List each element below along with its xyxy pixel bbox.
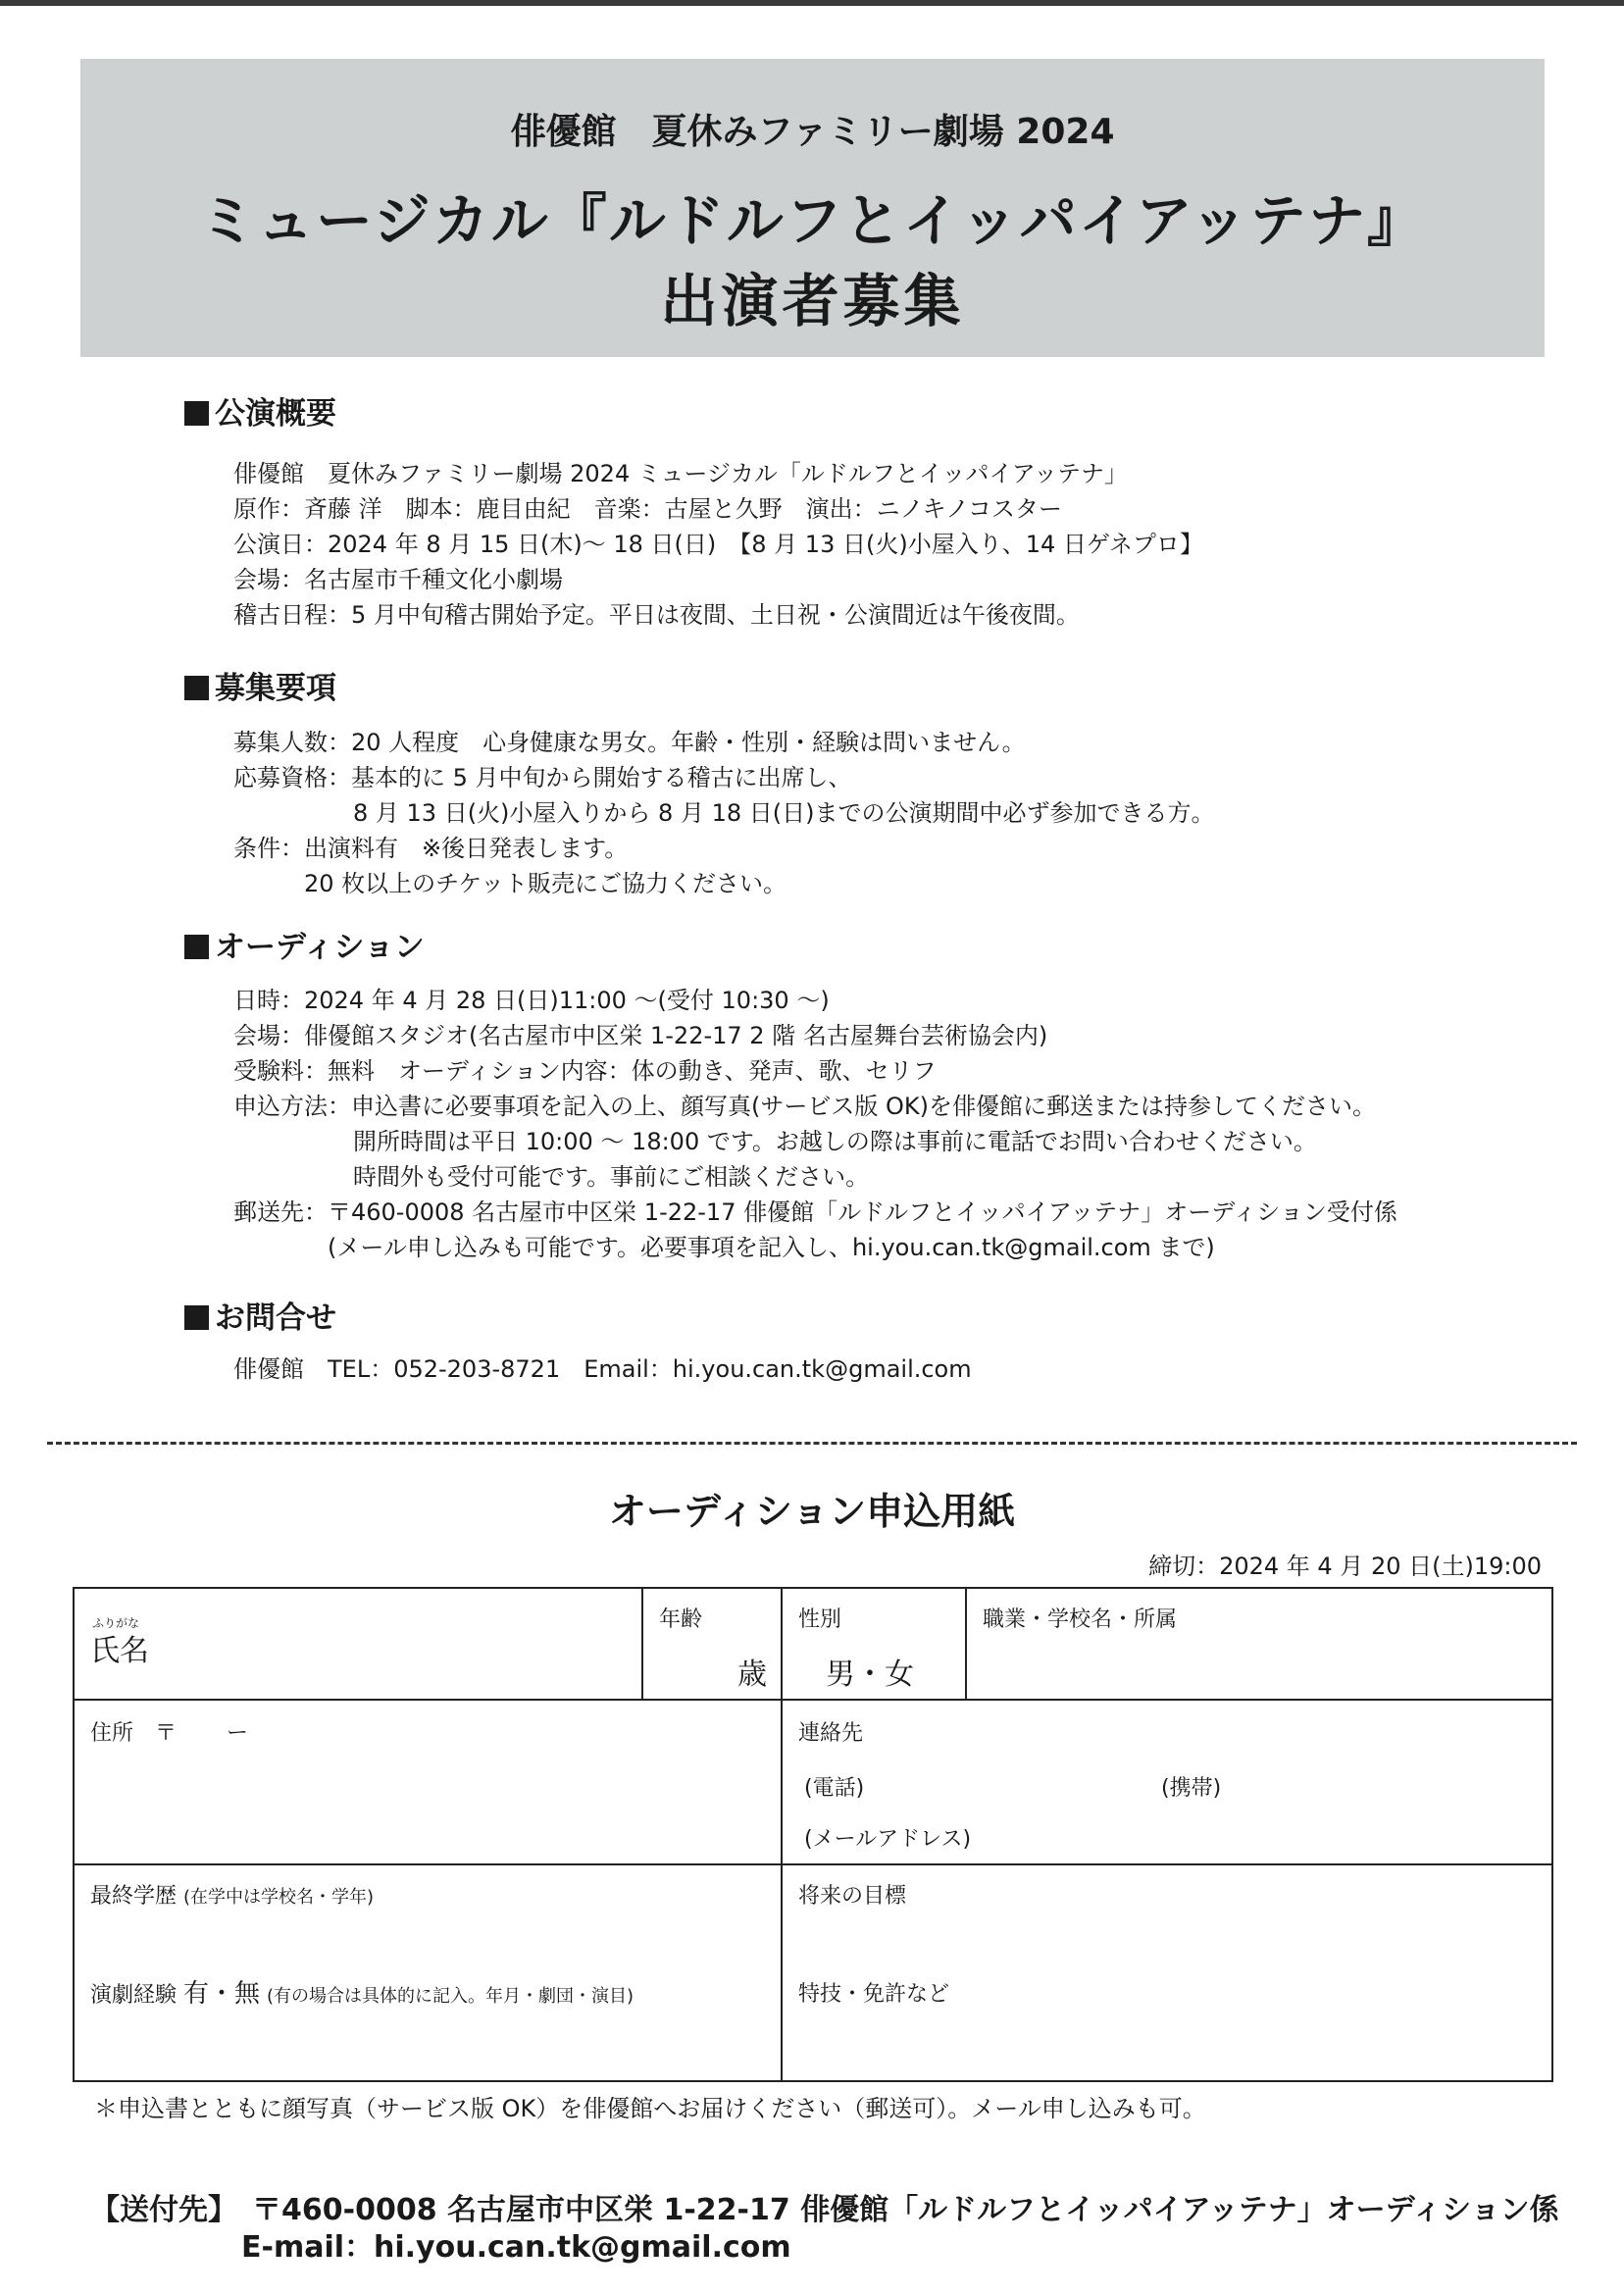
occupation-field[interactable]: 職業・学校名・所属	[983, 1607, 1178, 1632]
recruit-line: 応募資格：基本的に 5 月中旬から開始する稽古に出席し、	[233, 764, 852, 791]
form-divider	[781, 1589, 783, 2080]
furigana-label: ふりがな	[92, 1616, 140, 1630]
contact-label: 連絡先	[798, 1721, 864, 1746]
name-field[interactable]: 氏名	[90, 1634, 149, 1668]
audition-line: (メール申し込みも可能です。必要事項を記入し、hi.you.can.tk@gmail.com まで)	[328, 1234, 1215, 1261]
form-divider	[965, 1589, 967, 1699]
form-divider	[75, 1699, 1551, 1701]
overview-line: 公演日：2024 年 8 月 15 日(木)～ 18 日(日) 【8 月 13 日(火)小屋入り、14 日ゲネプロ】	[233, 531, 1203, 558]
skills-field[interactable]: 特技・免許など	[798, 1982, 950, 2007]
footer-email: E-mail：hi.you.can.tk@gmail.com	[241, 2230, 791, 2265]
experience-field[interactable]: 演劇経験 有・無 (有の場合は具体的に記入。年月・劇団・演目)	[90, 1979, 634, 2009]
audition-line: 申込方法：申込書に必要事項を記入の上、顔写真(サービス版 OK)を俳優館に郵送または持参してください。	[233, 1093, 1376, 1120]
square-bullet-icon	[184, 401, 209, 426]
gender-field[interactable]: 男・女	[826, 1657, 914, 1692]
section-audition-heading: オーディション	[184, 922, 425, 966]
audition-line: 日時：2024 年 4 月 28 日(日)11:00 ～(受付 10:30 ～)	[233, 987, 830, 1014]
section-contact-heading: お問合せ	[184, 1293, 336, 1337]
form-note: ＊申込書とともに顔写真（サービス版 OK）を俳優館へお届けください（郵送可）。メール申し込みも可。	[94, 2095, 1206, 2122]
top-border	[0, 0, 1624, 6]
audition-line: 会場：俳優館スタジオ(名古屋市中区栄 1-22-17 2 階 名古屋舞台芸術協会内)	[233, 1022, 1048, 1049]
phone-field[interactable]: (電話)	[804, 1776, 865, 1801]
recruit-line: 条件：出演料有 ※後日発表します。	[233, 835, 629, 862]
audition-line: 時間外も受付可能です。事前にご相談ください。	[353, 1163, 870, 1191]
overview-line: 俳優館 夏休みファミリー劇場 2024 ミュージカル「ルドルフとイッパイアッテナ」	[233, 460, 1129, 487]
contact-line: 俳優館 TEL：052-203-8721 Email：hi.you.can.tk@gmail.com	[233, 1355, 972, 1383]
footer-address: 【送付先】 〒460-0008 名古屋市中区栄 1-22-17 俳優館「ルドルフとイッパイアッテナ」オーディション係	[90, 2193, 1559, 2227]
form-title: オーディション申込用紙	[608, 1490, 1016, 1533]
application-form	[73, 1587, 1553, 2082]
goal-field[interactable]: 将来の目標	[798, 1884, 907, 1909]
overview-line: 原作：斉藤 洋 脚本：鹿目由紀 音楽：古屋と久野 演出：ニノキノコスター	[233, 495, 1062, 523]
overview-line: 稽古日程：5 月中旬稽古開始予定。平日は夜間、土日祝・公演間近は午後夜間。	[233, 601, 1080, 629]
recruit-line: 20 枚以上のチケット販売にご協力ください。	[304, 870, 787, 897]
header-subtitle: 俳優館 夏休みファミリー劇場 2024	[510, 112, 1115, 152]
section-overview-heading: 公演概要	[184, 388, 336, 433]
header-banner	[80, 59, 1545, 357]
email-field[interactable]: (メールアドレス)	[804, 1827, 972, 1852]
audition-line: 受験料：無料 オーディション内容：体の動き、発声、歌、セリフ	[233, 1057, 937, 1085]
section-recruit-heading: 募集要項	[184, 663, 336, 707]
cut-line	[47, 1442, 1577, 1445]
recruit-line: 8 月 13 日(火)小屋入りから 8 月 18 日(日)までの公演期間中必ず参加できる方。	[353, 799, 1215, 827]
education-field[interactable]: 最終学歴 (在学中は学校名・学年)	[90, 1884, 375, 1909]
square-bullet-icon	[184, 935, 209, 959]
address-field[interactable]: 住所 〒 ー	[90, 1721, 248, 1746]
age-label: 年齢	[659, 1607, 703, 1632]
form-deadline: 締切：2024 年 4 月 20 日(土)19:00	[1148, 1553, 1542, 1580]
form-divider	[641, 1589, 643, 1699]
header-title: ミュージカル『ルドルフとイッパイアッテナ』	[199, 187, 1426, 254]
mobile-field[interactable]: (携帯)	[1161, 1776, 1222, 1801]
audition-line: 開所時間は平日 10:00 ～ 18:00 です。お越しの際は事前に電話でお問い合わせください。	[353, 1128, 1317, 1155]
square-bullet-icon	[184, 1305, 209, 1330]
audition-line: 郵送先：〒460-0008 名古屋市中区栄 1-22-17 俳優館「ルドルフとイッパイアッテナ」オーディション受付係	[233, 1198, 1397, 1226]
square-bullet-icon	[184, 676, 209, 700]
overview-line: 会場：名古屋市千種文化小劇場	[233, 566, 563, 593]
gender-label: 性別	[798, 1607, 842, 1632]
header-title-recruit: 出演者募集	[660, 268, 965, 334]
age-field[interactable]: 歳	[737, 1657, 767, 1692]
recruit-line: 募集人数：20 人程度 心身健康な男女。年齢・性別・経験は問いません。	[233, 729, 1026, 756]
form-divider	[75, 1863, 1551, 1865]
